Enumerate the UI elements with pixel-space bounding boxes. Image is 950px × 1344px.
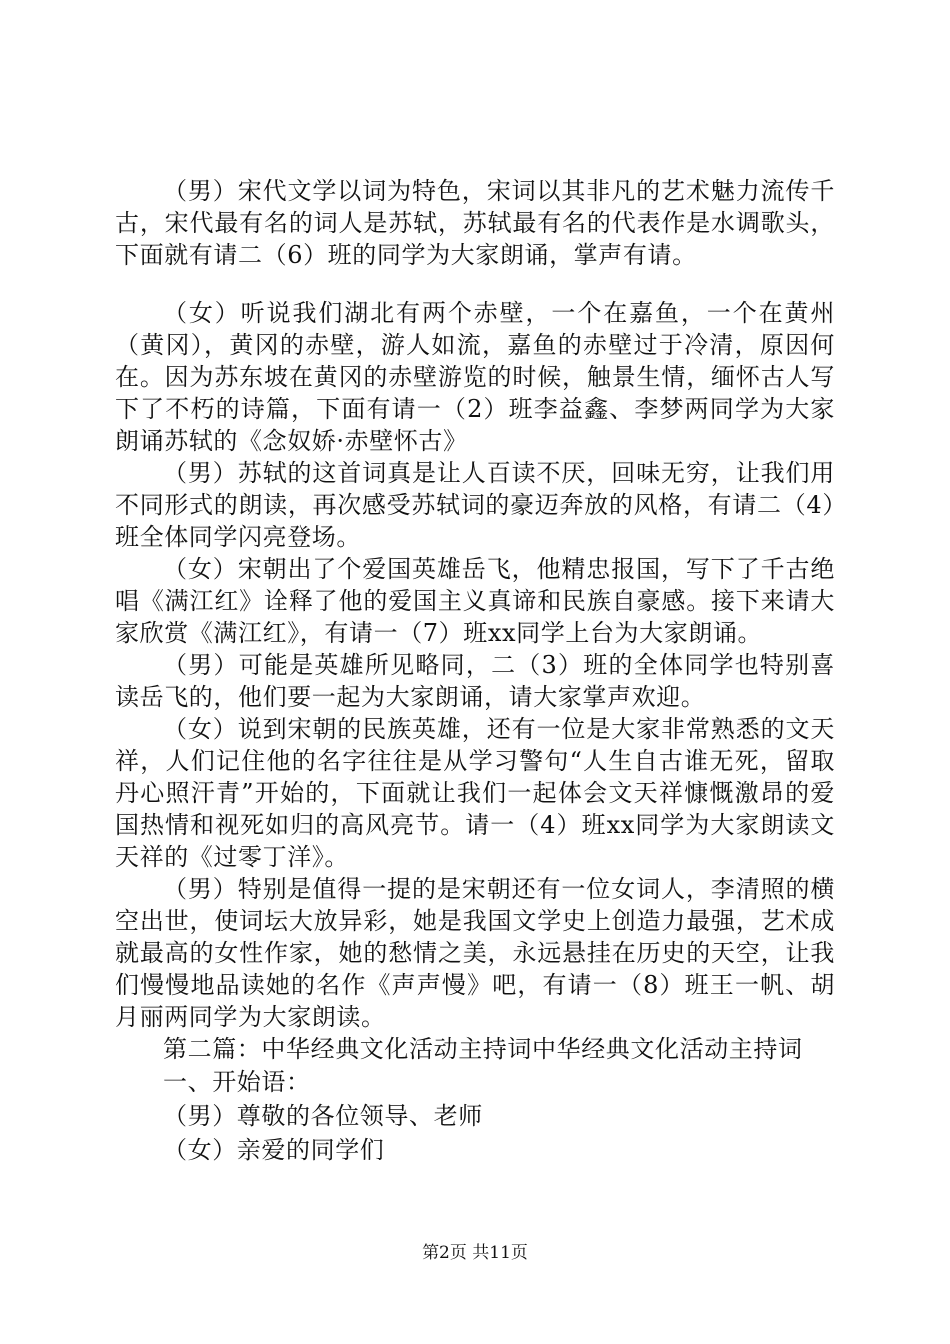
page-footer: 第2页 共11页 [422,1243,528,1263]
document-body [115,175,835,1167]
paragraph-female-wen-tianxiang: （女）说到宋朝的民族英雄，还有一位是大家非常熟悉的文天祥，人们记住他的名字往往是从学习警句“人生自古谁无死，留取丹心照汗青”开始的，下面就让我们一起体会文天祥慷慨激昂的爱国热情和视死如归的高风亮节。请一（4）班xx同学为大家朗读文天祥的《过零丁洋》。 [115,715,835,871]
paragraph-gap [115,271,835,297]
paragraph-male-su-shi: （男）苏轼的这首词真是让人百读不厌，回味无穷，让我们用不同形式的朗读，再次感受苏轼词的豪迈奔放的风格，有请二（4）班全体同学闪亮登场。 [115,459,835,551]
section-heading-opening: 一、开始语： [163,1068,311,1096]
line-female-greeting: （女）亲爱的同学们 [163,1136,385,1164]
paragraph-male-heroes: （男）可能是英雄所见略同，二（3）班的全体同学也特别喜读岳飞的，他们要一起为大家朗诵，请大家掌声欢迎。 [115,651,835,711]
paragraph-male-li-qingzhao: （男）特别是值得一提的是宋朝还有一位女词人，李清照的横空出世，使词坛大放异彩，她是我国文学史上创造力最强，艺术成就最高的女性作家，她的愁情之美，永远悬挂在历史的天空，让我们慢慢地品读她的名作《声声慢》吧，有请一（8）班王一帆、胡月丽两同学为大家朗读。 [115,875,835,1031]
line-male-greeting: （男）尊敬的各位领导、老师 [163,1102,483,1130]
paragraph-second-chapter-title: 第二篇：中华经典文化活动主持词中华经典文化活动主持词 [163,1035,803,1063]
paragraph-female-chibi: （女）听说我们湖北有两个赤壁，一个在嘉鱼，一个在黄州（黄冈），黄冈的赤壁，游人如流，嘉鱼的赤壁过于冷清，原因何在。因为苏东坡在黄冈的赤壁游览的时候，触景生情，缅怀古人写下了不朽的诗篇，下面有请一（2）班李益鑫、李梦两同学为大家朗诵苏轼的《念奴娇·赤壁怀古》 [115,299,835,455]
paragraph-male-song-ci: （男）宋代文学以词为特色，宋词以其非凡的艺术魅力流传千古，宋代最有名的词人是苏轼，苏轼最有名的代表作是水调歌头，下面就有请二（6）班的同学为大家朗诵，掌声有请。 [115,177,835,269]
paragraph-female-yue-fei: （女）宋朝出了个爱国英雄岳飞，他精忠报国，写下了千古绝唱《满江红》诠释了他的爱国主义真谛和民族自豪感。接下来请大家欣赏《满江红》，有请一（7）班xx同学上台为大家朗诵。 [115,555,835,647]
